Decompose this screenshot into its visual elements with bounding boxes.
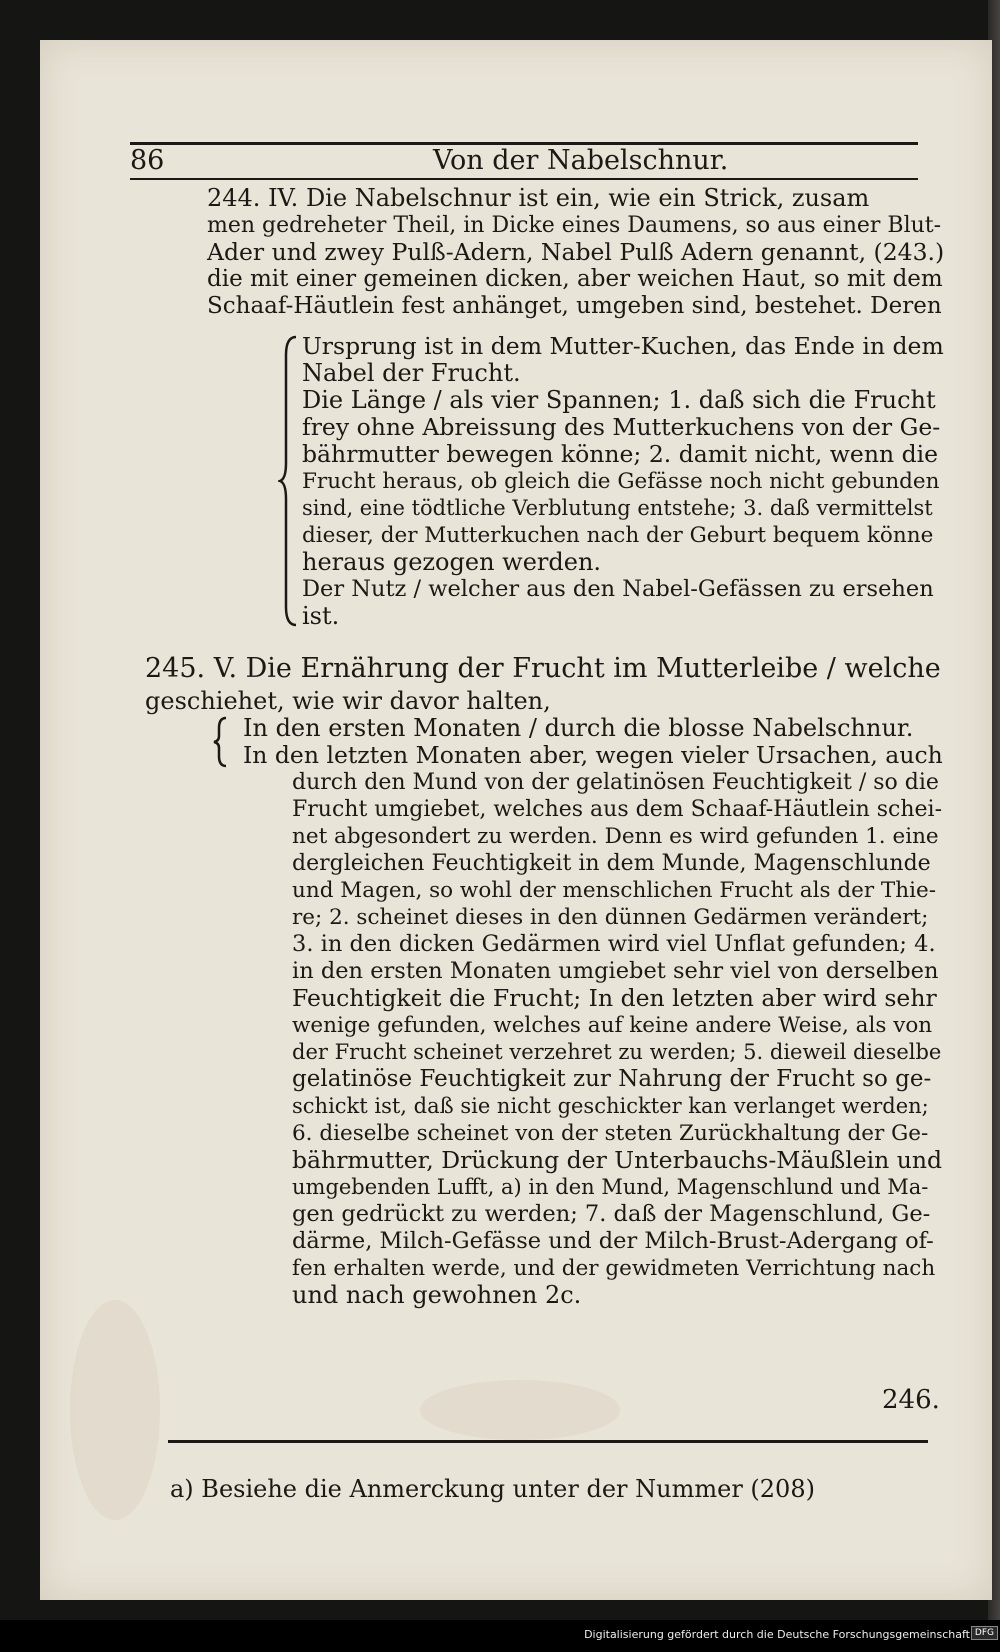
text-line: bährmutter bewegen könne; 2. damit nicht, wenn die [302,440,939,468]
running-title: Von der Nabelschnur. [433,145,729,176]
text-line: Frucht heraus, ob gleich die Gefässe noch nicht gebunden [302,469,940,494]
text-line: schickt ist, daß sie nicht geschickter kan verlanget werden; [292,1094,929,1118]
text-line: und Magen, so wohl der menschlichen Frucht als der Thie- [292,878,936,903]
text-line: umgebenden Lufft, a) in den Mund, Magenschlund und Ma- [292,1175,929,1199]
text-line: geschiehet, wie wir davor halten, [145,687,551,715]
text-line: sind, eine tödtliche Verblutung entstehe; 3. daß vermittelst [302,496,933,520]
text-line: der Frucht scheinet verzehret zu werden; 5. dieweil dieselbe [292,1040,942,1064]
text-line: Frucht umgiebet, welches aus dem Schaaf-Häutlein schei- [292,797,942,822]
text-line: Ader und zwey Pulß-Adern, Nabel Pulß Adern genannt, (243.) [207,238,945,266]
text-line: frey ohne Abreissung des Mutterkuchens von der Ge- [302,413,941,441]
digitization-credit: Digitalisierung gefördert durch die Deutsche Forschungsgemeinschaft [584,1628,970,1641]
page-number: 86 [130,145,165,176]
text-line: Schaaf-Häutlein fest anhänget, umgeben sind, bestehet. Deren [207,293,942,319]
text-line: In den ersten Monaten / durch die blosse Nabelschnur. [243,714,914,742]
text-line: In den letzten Monaten aber, wegen vieler Ursachen, auch [243,741,943,769]
curly-brace-244 [278,335,302,627]
text-line: dergleichen Feuchtigkeit in dem Munde, Magenschlunde [292,851,931,876]
text-line: 6. dieselbe scheinet von der steten Zurückhaltung der Ge- [292,1121,929,1146]
text-line: re; 2. scheinet dieses in den dünnen Gedärmen verändert; [292,905,929,930]
text-line: dieser, der Mutterkuchen nach der Geburt bequem könne [302,523,934,548]
text-line: durch den Mund von der gelatinösen Feuchtigkeit / so die [292,770,939,795]
footnote: a) Besiehe die Anmerckung unter der Nummer (208) [170,1475,815,1503]
dfg-logo: DFG [971,1626,998,1640]
text-line: Ursprung ist in dem Mutter-Kuchen, das Ende in dem [302,332,944,360]
text-line: men gedreheter Theil, in Dicke eines Daumens, so aus einer Blut- [207,213,942,238]
text-line: Feuchtigkeit die Frucht; In den letzten aber wird sehr [292,984,937,1012]
text-line: und nach gewohnen 2c. [292,1281,582,1309]
paper-stain [420,1380,620,1440]
digitization-footer [0,1620,1000,1652]
text-line: die mit einer gemeinen dicken, aber weichen Haut, so mit dem [207,266,943,292]
footnote-rule [168,1440,928,1443]
text-line: Die Länge / als vier Spannen; 1. daß sich die Frucht [302,386,936,414]
text-line: Nabel der Frucht. [302,359,521,387]
text-line: 3. in den dicken Gedärmen wird viel Unflat gefunden; 4. [292,931,936,957]
text-line: wenige gefunden, welches auf keine andere Weise, als von [292,1013,933,1038]
curly-brace-245 [212,716,232,768]
text-line: ist. [302,602,340,630]
text-line: fen erhalten werde, und der gewidmeten Verrichtung nach [292,1256,936,1281]
text-line: därme, Milch-Gefässe und der Milch-Brust-Adergang of- [292,1228,934,1254]
catchword: 246. [882,1385,940,1415]
text-line: gen gedrückt zu werden; 7. daß der Magenschlund, Ge- [292,1201,931,1227]
text-line: net abgesondert zu werden. Denn es wird gefunden 1. eine [292,824,939,849]
text-line: in den ersten Monaten umgiebet sehr viel von derselben [292,958,939,984]
text-line: bährmutter, Drückung der Unterbauchs-Mäußlein und [292,1146,943,1174]
header-bottom-rule [130,178,918,180]
paper-stain [70,1300,160,1520]
text-line: 244. IV. Die Nabelschnur ist ein, wie ein Strick, zusam [207,184,870,212]
section-heading-line: 245. V. Die Ernährung der Frucht im Mutterleibe / welche [145,653,941,684]
text-line: Der Nutz / welcher aus den Nabel-Gefässen zu ersehen [302,576,934,602]
text-line: heraus gezogen werden. [302,548,602,576]
text-line: gelatinöse Feuchtigkeit zur Nahrung der Frucht so ge- [292,1066,932,1092]
